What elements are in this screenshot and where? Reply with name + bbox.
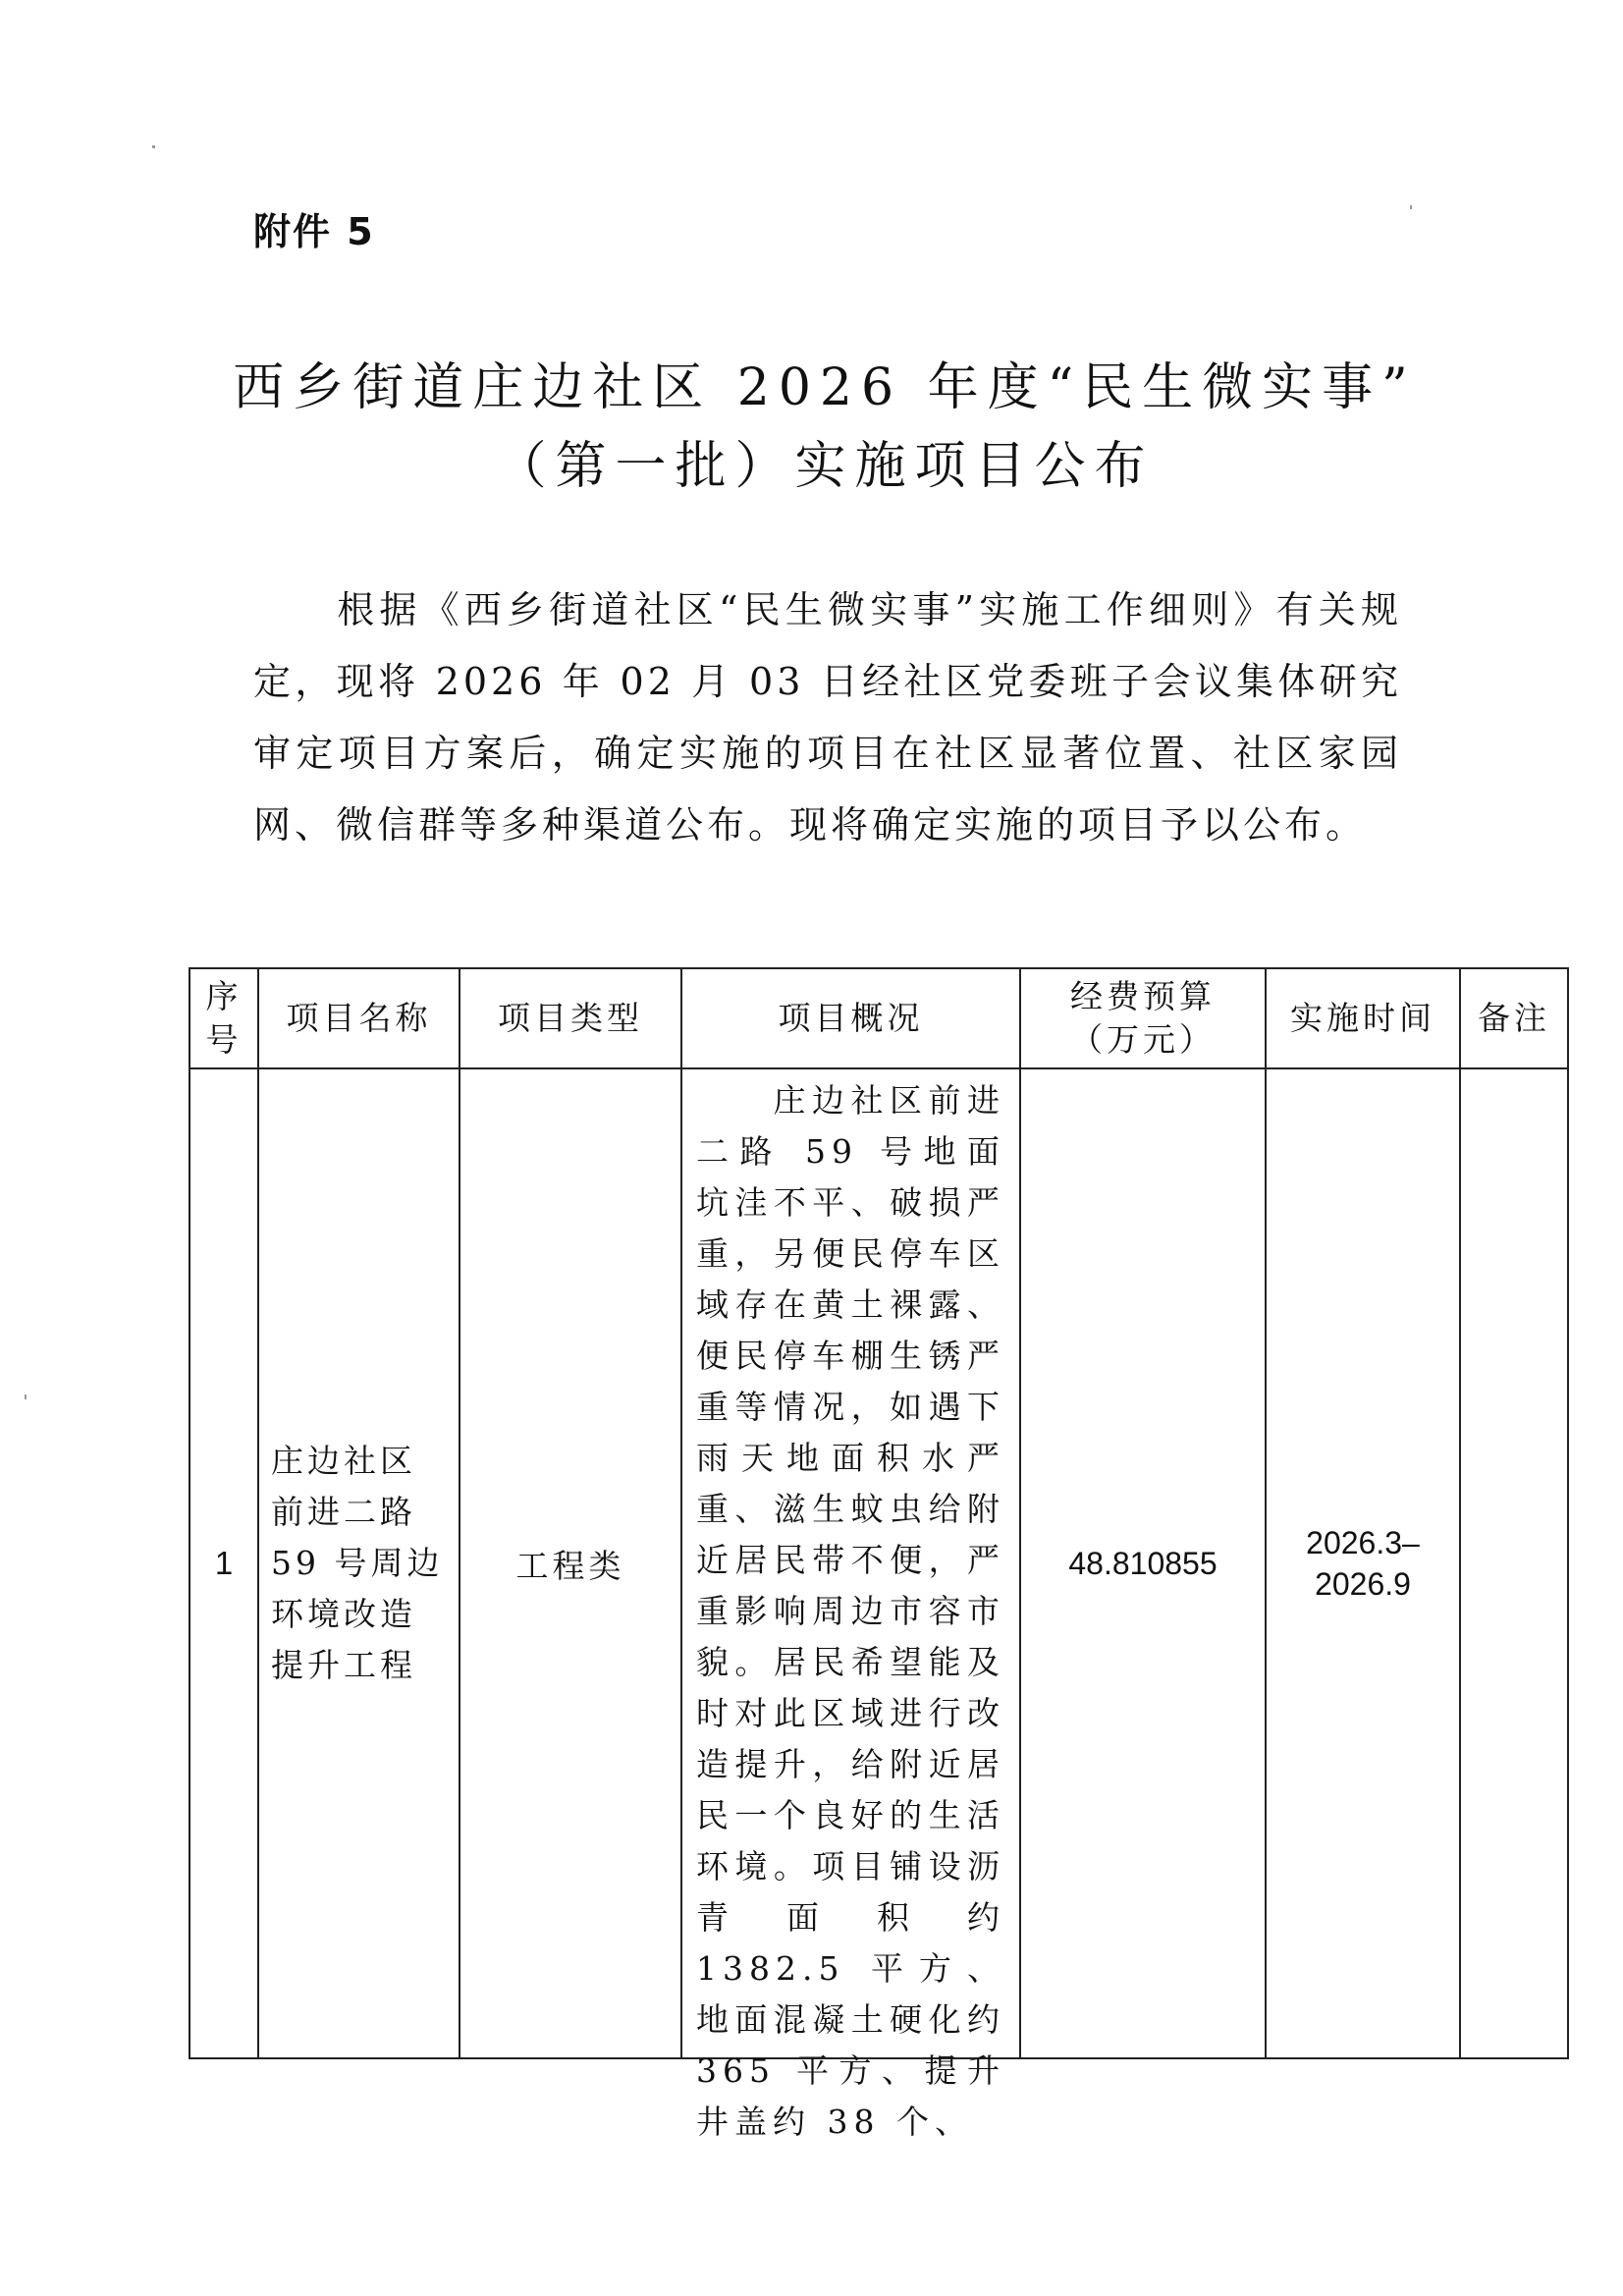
page-title-line-1: 西乡街道庄边社区 2026 年度“民生微实事”	[233, 358, 1417, 417]
header-seq: 序号	[189, 968, 258, 1068]
time-start: 2026.3–	[1306, 1525, 1420, 1560]
overview-text: 庄边社区前进二路 59 号地面坑洼不平、破损严重，另便民停车区域存在黄土裸露、便民停车棚生锈严重等情况，如遇下雨天地面积水严重、滋生蚊虫给附近居民带不便，严重影响周边市容市貌。居民希望能及时对此区域进行改造提升，给附近居民一个良好的生活环境。项目铺设沥青面积约 1382.5 平方、地面混凝土硬化约 365 平方、提升井盖约 38 个、	[696, 1081, 1005, 2141]
page-title-line-2: （第一批）实施项目公布	[495, 437, 1155, 496]
header-time: 实施时间	[1266, 968, 1460, 1068]
time-end: 2026.9	[1315, 1566, 1411, 1602]
table-header-row	[189, 968, 1568, 1068]
header-overview: 项目概况	[681, 968, 1020, 1068]
cell-project-name: 庄边社区前进二路59 号周边环境改造提升工程	[258, 1068, 460, 2058]
cell-project-type: 工程类	[460, 1068, 681, 2058]
cell-time	[1266, 1068, 1460, 2058]
table-row	[189, 1068, 1568, 2058]
scan-speck	[25, 1394, 27, 1399]
cell-seq: 1	[189, 1068, 258, 2058]
cell-budget: 48.810855	[1020, 1068, 1266, 2058]
scan-speck	[152, 145, 155, 148]
attachment-label: 附件 5	[253, 210, 375, 253]
project-table	[189, 967, 1569, 2141]
header-remark: 备注	[1460, 968, 1568, 1068]
intro-paragraph-text: 根据《西乡街道社区“民生微实事”实施工作细则》有关规定，现将 2026 年 02 月 03 日经社区党委班子会议集体研究审定项目方案后，确定实施的项目在社区显著位置、社区家园网、微信群等多种渠道公布。现将确定实施的项目予以公布。	[253, 588, 1402, 847]
cell-project-overview	[681, 1068, 1020, 2141]
header-type: 项目类型	[460, 968, 681, 1068]
scan-speck	[1410, 205, 1412, 209]
intro-paragraph	[253, 574, 1402, 861]
header-budget: 经费预算（万元）	[1020, 968, 1266, 1068]
cell-remark	[1460, 1068, 1568, 2058]
header-name: 项目名称	[258, 968, 460, 1068]
